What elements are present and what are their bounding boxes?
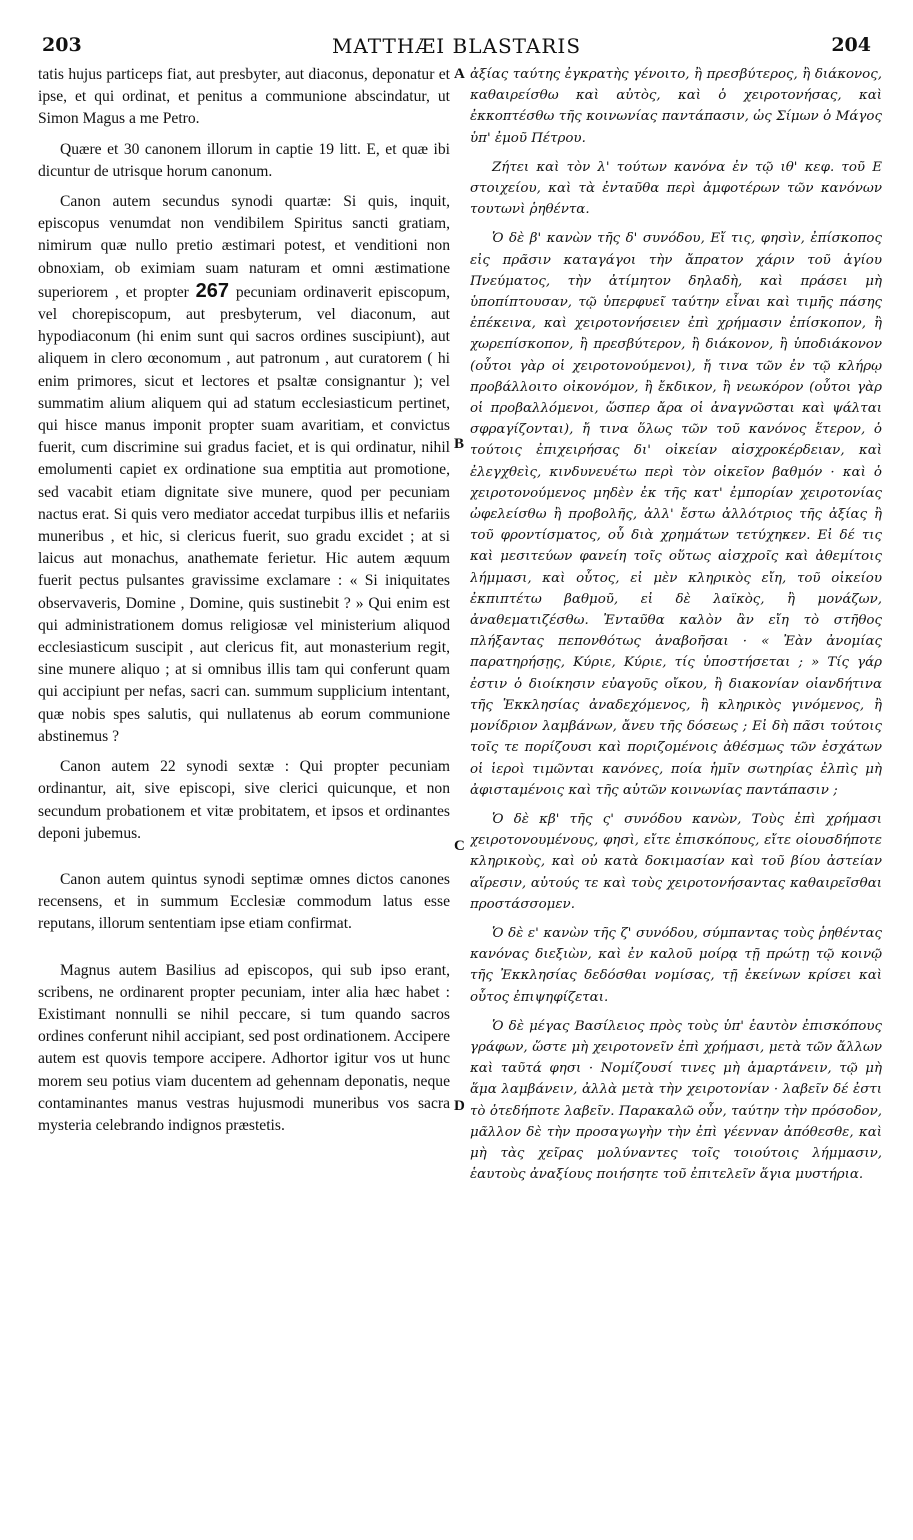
greek-column [470, 64, 882, 1520]
greek-paragraph-1: ἀξίας ταύτης ἐγκρατὴς γένοιτο, ἢ πρεσβύτερος, ἢ διάκονος, καθαιρείσθω καὶ αὐτὸς, καὶ ὁ χειροτονήσας, καὶ ἐκκοπτέσθω τῆς κοινωνίας παντάπασιν, ὡς Σίμων ὁ Μάγος ὑπ' ἐμοῦ Πέτρου. [470, 67, 882, 146]
section-marker-b: B [454, 436, 465, 452]
greek-paragraph-2: Ζήτει καὶ τὸν λ' τούτων κανόνα ἐν τῷ ιθ' κεφ. τοῦ Ε στοιχείου, καὶ τὰ ἐνταῦθα περὶ ἀμφοτέρων τῶν κανόνων τουτωνὶ ῥηθέντα. [470, 159, 882, 218]
greek-paragraph-4: Ὁ δὲ κβ' τῆς ς' συνόδου κανὼν, Τοὺς ἐπὶ χρήμασι χειροτονουμένους, φησὶ, εἴτε ἐπισκόπους, εἴτε οἱουσδήποτε κληρικοὺς, καὶ οὐ κατὰ δοκιμασίαν καὶ τοῦ βίου ἀστείαν αἵρεσιν, αὐτούς τε καὶ τοὺς χειροτονήσαντας καθαιρεῖσθαι προστάσσομεν. [470, 811, 882, 912]
page-number-right: 204 [831, 34, 871, 56]
page-header [30, 34, 883, 60]
section-marker-a: A [454, 66, 465, 82]
section-marker-c: C [454, 838, 465, 854]
section-marker-d: D [454, 1098, 465, 1114]
latin-paragraph-5: Canon autem quintus synodi septimæ omnes dictos canones recensens, et in summum Ecclesiæ commodum latus esse reputans, illorum sententiam ipse etiam confirmat. [38, 870, 450, 933]
greek-paragraph-3: Ὁ δὲ β' κανὼν τῆς δ' συνόδου, Εἴ τις, φησὶν, ἐπίσκοπος εἰς πρᾶσιν καταγάγοι τὴν ἄπρατον χάριν τοῦ ἁγίου Πνεύματος, τὴν ἀτίμητον δηλαδὴ, καὶ πράσει μὴ ὑποπίπτουσαν, τῷ ὑπερφυεῖ ταύτην εἶναι καὶ τιμῆς πάσης ἐπέκεινα, καὶ χειροτονήσειεν ἐπὶ χρήμασιν ἐπίσκοπον, ἢ χωρεπίσκοπον, ἢ πρεσβύτερον, ἢ διάκονον, ἢ ὑποδιάκονον (οὗτοι γὰρ οἱ χειροτονούμενοι), ἤ τινα τῶν ἐν τῷ κλήρῳ προβάλλοιτο οἰκονόμον, ἢ ἔκδικον, ἢ νεωκόρον (οὗτοι γὰρ οἱ προβαλλόμενοι, ὥσπερ ἄρα οἱ ἀναγνῶσται καὶ ψάλται σφραγίζονται), ἤ τινα ὅλως τῶν τοῦ κανόνος ἕτερον, ὁ τούτοις ἐπιχειρήσας δι' οἰκείαν αἰσχροκέρδειαν, καὶ ἐλεγχθεὶς, κινδυνευέτω περὶ τὸν οἰκεῖον βαθμόν · καὶ ὁ χειροτονούμενος μηδὲν ἐκ τῆς κατ' ἐμπορίαν χειροτονίας ὠφελείσθω ἢ προβολῆς, ἀλλ' ἔστω ἀλλότριος τῆς ἀξίας ἢ τοῦ φροντίσματος, οὗ διὰ χρημάτων τετύχηκεν. Εἰ δέ τις καὶ μεσιτεύων φανείη τοῖς οὕτως αἰσχροῖς καὶ ἀθεμίτοις λήμμασι, καὶ οὗτος, εἰ μὲν κληρικὸς εἴη, τοῦ οἰκείου ἐκπιπτέτω βαθμοῦ, εἰ δὲ λαϊκὸς, ἢ μονάζων, ἀναθεματιζέσθω. Ἐνταῦθα καλὸν ἂν εἴη τὸ στῆθος πλήξαντας πεπονθότως ἀναβοῆσαι · « Ἐὰν ἀνομίας παρατηρήσῃς, Κύριε, Κύριε, τίς ὑποστήσεται ; » Τίς γάρ ἐστιν ὁ διοίκησιν εὐαγοῦς οἴκου, ἢ διακονίαν οἱανδήτινα τῆς Ἐκκλησίας ἀναδεχόμενος, ἢ κληρικὸς γινόμενος, ἢ μονίδριον λαμβάνων, ἄνευ τῆς δόσεως ; Εἰ δὴ πᾶσι τούτοις τοῖς τε πορίζουσι καὶ ποριζομένοις ἀθέσμως τῶν ἐσχάτων οἱ ἱεροὶ τιμῶνται κανόνες, ποία ἡμῖν σωτηρίας ἐλπὶς μὴ ἀφισταμένοις καὶ τῆς αὐτῶν κοινωνίας παντάπασιν ; [470, 231, 882, 798]
running-title: MATTHÆI BLASTARIS [331, 34, 582, 58]
greek-paragraph-6: Ὁ δὲ μέγας Βασίλειος πρὸς τοὺς ὑπ' ἑαυτὸν ἐπισκόπους γράφων, ὥστε μὴ χειροτονεῖν ἐπὶ χρήμασι, μετὰ τῶν ἄλλων καὶ ταῦτά φησι · Νομίζουσί τινες μὴ ἁμαρτάνειν, τῷ μὴ ἅμα λαμβάνειν, ἀλλὰ μετὰ τὴν χειροτονίαν · λαβεῖν δέ ἐστι τὸ ὁτεδήποτε λαβεῖν. Παρακαλῶ οὖν, ταύτην τὴν πρόσοδον, μᾶλλον δὲ τὴν προσαγωγὴν τὴν ἐπὶ γέενναν ἀπόθεσθε, καὶ μὴ τὰς χεῖρας μολύναντες τοῖς τοιούτοις λήμμασιν, ἑαυτοὺς ἀναξίους ποιήσητε τοῦ ἐπιτελεῖν ἅγια μυστήρια. [470, 1018, 882, 1183]
inline-page-number: 267 [195, 279, 230, 302]
latin-paragraph-2: Quære et 30 canonem illorum in captie 19 litt. E, et quæ ibi dicuntur de utrisque horum canonum. [38, 140, 450, 180]
latin-paragraph-3 [38, 191, 450, 748]
latin-paragraph-3-start: Canon autem secundus synodi quartæ: Si quis, inquit, episcopus venumdat non vendibilem Spiritus sancti gratiam, nimirum quæ nullo pretio æstimari potest, et venditioni non obnoxiam, ob eximiam suam naturam et omni æstimatione superiorem , et propter [38, 193, 450, 301]
latin-paragraph-6: Magnus autem Basilius ad episcopos, qui sub ipso erant, scribens, ne ordinarent propter pecuniam, inter alia hæc habet : Existimant nonnulli se nihil peccare, si tum quando sacros ordines conferunt nihil accipiant, sed post ordinationem. Accipere autem est quovis tempore accipere. Adhortor igitur vos ut hunc morem seu potius viam ducentem ad gehennam deponatis, neque contaminantes manus vestras hujusmodi muneribus vos sacra mysteria celebrando indignos præstetis. [38, 961, 450, 1134]
latin-paragraph-3-end: pecuniam ordinaverit episcopum, vel chorepiscopum, aut presbyterum, vel diaconum, aut hypodiaconum (hi enim sunt qui sacros ordines suscipiunt), aut aliquem in clero œconomum , aut patronum , aut curatorem ( hi enim primores, sicut et lectores et psaltæ consignantur ); vel summatim alium aliquem qui ad statum ecclesiasticum pertinet, qui hisce manus imponit propter suam avaritiam, et convictus fuerit, cum discrimine sui gradus faciet, et is qui ordinatur, nihil emolumenti capiet ex ordinatione sua emptitia aut promotione, sed vacabit etiam dignitate sive munere, quod per pecuniam nactus erat. Si quis vero mediator accedat turpibus illis et nefariis muneribus , et hic, si clericus fuerit, suo gradu excidet ; at si laicus aut monachus, anathemate ferietur. Hic autem æquum fuerit pectus pulsantes gravissime exclamare : « Si iniquitates observaveris, Domine , Domine, quis sustinebit ? » Qui enim est qui administrationem domus religiosæ vel ministerium aliquod ecclesiasticum suscipit , aut clericus fit, aut monasterium regit, sine munere aliquo ; at si omnibus illis tam qui conferunt quam qui accipiunt per nefas, sacri can. summum supplicium intentant, quæ nobis spes salutis, qui nullatenus ab eorum communione abstinemus ? [38, 283, 450, 745]
latin-column [38, 64, 450, 1520]
greek-paragraph-5: Ὁ δὲ ε' κανὼν τῆς ζ' συνόδου, σύμπαντας τοὺς ῥηθέντας κανόνας διεξιὼν, καὶ ἐν καλοῦ μοίρᾳ τῇ πρώτῃ τῷ κοινῷ τῆς Ἐκκλησίας δεδόσθαι νομίσας, τῇ ἐκείνων κρίσει καὶ οὗτος ἐπιψηφίζεται. [470, 925, 882, 1005]
latin-paragraph-1: tatis hujus particeps fiat, aut presbyter, aut diaconus, deponatur et ipse, et qui ordinat, et penitus a communione abscindatur, ut Simon Magus a me Petro. [38, 66, 450, 128]
page-number-left: 203 [42, 34, 82, 56]
latin-paragraph-4: Canon autem 22 synodi sextæ : Qui propter pecuniam ordinantur, ait, sive episcopi, sive clerici quicunque, et non secundum probationem et vitæ probitatem, et ipsos et ordinantes deponi jubemus. [38, 758, 450, 842]
